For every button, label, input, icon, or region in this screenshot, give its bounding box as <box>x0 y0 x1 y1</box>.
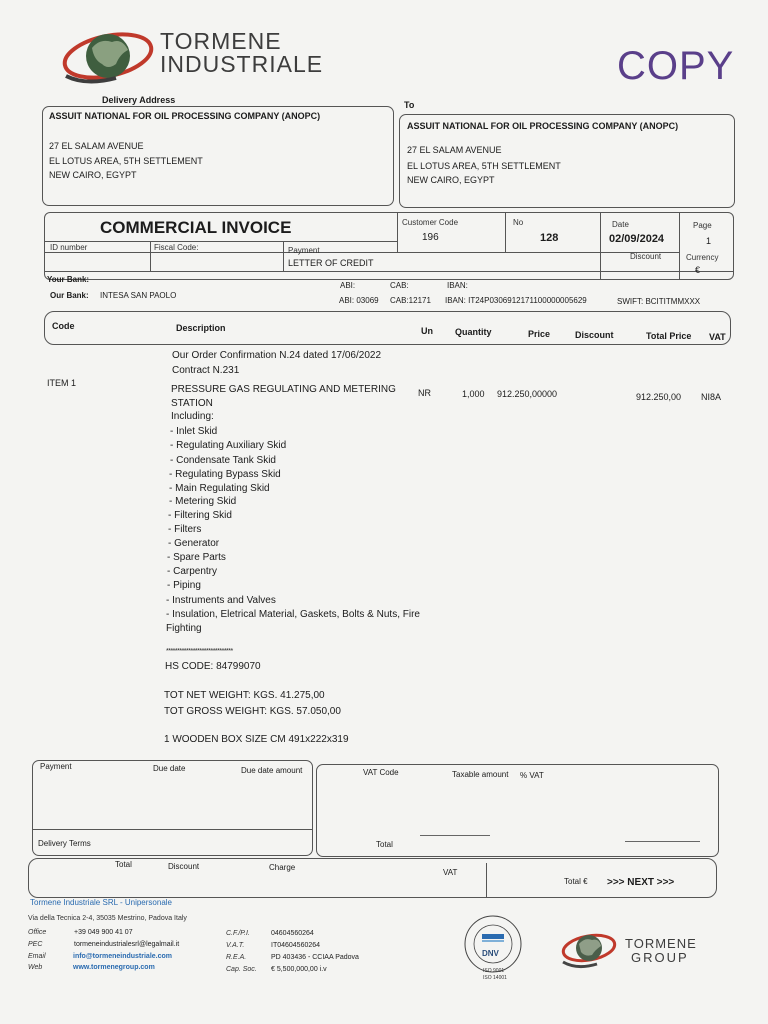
invoice-date-value: 02/09/2024 <box>609 233 665 245</box>
desc-line: - Generator <box>168 538 220 549</box>
to-address-box <box>399 114 735 208</box>
item-vat: NI8A <box>701 392 722 402</box>
payment-label: Payment <box>288 246 320 255</box>
dnv-certification-icon <box>452 914 534 974</box>
footer-office-label: Office <box>28 929 47 936</box>
desc-line: - Filtering Skid <box>168 510 232 521</box>
delivery-addr2: EL LOTUS AREA, 5TH SETTLEMENT <box>49 156 203 166</box>
footer-cap-label: Cap. Soc. <box>226 966 257 973</box>
footer-vat: IT04604560264 <box>271 942 321 949</box>
iso-9001: ISO 9001 <box>483 968 505 974</box>
footer-office: +39 049 900 41 07 <box>74 929 133 936</box>
totals-total-label: Total <box>115 860 132 869</box>
summary-due-amount-label: Due date amount <box>241 766 303 775</box>
company-name-line2: INDUSTRIALE <box>160 51 324 77</box>
desc-line: - Regulating Bypass Skid <box>169 469 281 480</box>
col-quantity: Quantity <box>455 327 492 337</box>
desc-line: TOT NET WEIGHT: KGS. 41.275,00 <box>164 690 325 701</box>
col-price: Price <box>528 329 551 339</box>
group-name-line2: GROUP <box>631 950 689 965</box>
page-label: Page <box>693 221 712 230</box>
swift-value: SWIFT: BCITITMMXXX <box>617 297 701 306</box>
to-name: ASSUIT NATIONAL FOR OIL PROCESSING COMPANY (ANOPC) <box>407 121 679 131</box>
desc-line: Including: <box>171 411 214 422</box>
company-logo-text <box>160 30 323 76</box>
footer-web-link[interactable]: www.tormenegroup.com <box>73 964 155 971</box>
footer-pec: tormeneindustrialesrl@legalmail.it <box>74 941 180 948</box>
summary-payment-label: Payment <box>40 762 72 771</box>
our-bank-value: INTESA SAN PAOLO <box>100 291 177 300</box>
delivery-addr3: NEW CAIRO, EGYPT <box>49 170 137 180</box>
our-bank-label: Our Bank: <box>50 291 89 300</box>
desc-line: Fighting <box>166 623 202 634</box>
item-columns-header <box>44 311 731 345</box>
currency-label: Currency <box>686 253 719 262</box>
page-value: 1 <box>706 236 712 246</box>
cab-value: CAB:12171 <box>390 296 431 305</box>
currency-value: € <box>695 265 701 275</box>
col-discount: Discount <box>575 330 614 340</box>
invoice-no-value: 128 <box>540 232 559 244</box>
desc-line: - Piping <box>167 580 201 591</box>
discount-label: Discount <box>630 252 662 261</box>
cab-label: CAB: <box>390 281 409 290</box>
desc-line: - Filters <box>168 524 202 535</box>
totals-charge-label: Charge <box>269 863 296 872</box>
to-title: To <box>404 100 415 110</box>
footer-rea-label: R.E.A. <box>226 954 247 961</box>
footer-cfpi: 04604560264 <box>271 930 314 937</box>
footer-address: Via della Tecnica 2-4, 35035 Mestrino, Padova Italy <box>28 915 187 922</box>
taxable-amount-label: Taxable amount <box>452 770 509 779</box>
item-un: NR <box>418 388 431 398</box>
footer-pec-label: PEC <box>28 941 43 948</box>
your-bank-label: Your Bank: <box>47 275 90 284</box>
col-total: Total Price <box>646 331 692 341</box>
iban-value: IBAN: IT24P0306912171100000005629 <box>445 296 587 305</box>
desc-line: TOT GROSS WEIGHT: KGS. 57.050,00 <box>164 706 341 717</box>
customer-code-value: 196 <box>422 232 439 243</box>
desc-line: Contract N.231 <box>172 365 240 376</box>
delivery-address-box <box>42 106 394 206</box>
company-name-line1: TORMENE <box>160 28 282 54</box>
totals-eur-label: Total € <box>564 877 588 886</box>
fiscal-code-label: Fiscal Code: <box>154 243 199 252</box>
to-addr2: EL LOTUS AREA, 5TH SETTLEMENT <box>407 161 561 171</box>
invoice-date-label: Date <box>612 220 629 229</box>
totals-vat-label: VAT <box>443 868 458 877</box>
tormene-group-logo <box>559 928 621 972</box>
item-quantity: 1,000 <box>462 389 485 399</box>
col-code: Code <box>52 321 75 331</box>
desc-separator: ****************************** <box>166 648 233 655</box>
delivery-address-title: Delivery Address <box>102 95 176 105</box>
desc-line: - Metering Skid <box>169 496 237 507</box>
col-description: Description <box>176 323 226 333</box>
desc-line: - Main Regulating Skid <box>169 483 270 494</box>
dnv-label: DNV <box>482 949 499 958</box>
item-price: 912.250,00000 <box>497 389 558 399</box>
item-total: 912.250,00 <box>636 392 682 402</box>
delivery-addr1: 27 EL SALAM AVENUE <box>49 141 144 151</box>
footer-cap: € 5,500,000,00 i.v <box>271 966 327 973</box>
invoice-title: COMMERCIAL INVOICE <box>100 218 292 237</box>
abi-label: ABI: <box>340 281 356 290</box>
iban-label: IBAN: <box>447 281 468 290</box>
footer-rea: PD 403436 - CCIAA Padova <box>271 954 359 961</box>
col-un: Un <box>421 326 433 336</box>
summary-due-date-label: Due date <box>153 764 186 773</box>
next-page-indicator: >>> NEXT >>> <box>607 877 675 888</box>
item-code: ITEM 1 <box>47 378 77 388</box>
desc-line: - Spare Parts <box>167 552 226 563</box>
to-addr1: 27 EL SALAM AVENUE <box>407 145 502 155</box>
vat-code-label: VAT Code <box>363 768 399 777</box>
delivery-name: ASSUIT NATIONAL FOR OIL PROCESSING COMPANY (ANOPC) <box>49 111 321 121</box>
desc-line: - Insulation, Eletrical Material, Gaskets, Bolts & Nuts, Fire <box>166 609 420 620</box>
footer-email-label: Email <box>28 953 46 960</box>
desc-line: Our Order Confirmation N.24 dated 17/06/2022 <box>172 350 382 361</box>
id-number-label: ID number <box>50 243 88 252</box>
desc-line: HS CODE: 84799070 <box>165 661 261 672</box>
desc-line: - Carpentry <box>167 566 218 577</box>
group-name-line1: TORMENE <box>625 936 697 951</box>
iso-14001: ISO 14001 <box>483 975 507 981</box>
footer-web-label: Web <box>28 964 43 971</box>
abi-value: ABI: 03069 <box>339 296 379 305</box>
footer-company: Tormene Industriale SRL - Unipersonale <box>30 898 172 907</box>
desc-line: - Instruments and Valves <box>166 595 276 606</box>
desc-line: - Regulating Auxiliary Skid <box>170 440 287 451</box>
summary-total-label: Total <box>376 840 393 849</box>
desc-line: - Inlet Skid <box>170 426 218 437</box>
delivery-terms-label: Delivery Terms <box>38 839 91 848</box>
copy-stamp: COPY <box>617 44 735 88</box>
desc-line: STATION <box>171 398 213 409</box>
footer-email-link[interactable]: info@tormeneindustriale.com <box>73 953 173 960</box>
desc-line: 1 WOODEN BOX SIZE CM 491x222x319 <box>164 734 349 745</box>
desc-line: - Condensate Tank Skid <box>170 455 276 466</box>
footer-cfpi-label: C.F./P.I. <box>226 930 250 937</box>
footer-vat-label: V.A.T. <box>226 942 245 949</box>
payment-value: LETTER OF CREDIT <box>288 258 374 268</box>
totals-discount-label: Discount <box>168 862 200 871</box>
customer-code-label: Customer Code <box>402 218 459 227</box>
col-vat: VAT <box>709 332 726 342</box>
pct-vat-label: % VAT <box>520 771 544 780</box>
to-addr3: NEW CAIRO, EGYPT <box>407 175 495 185</box>
tormene-globe-logo <box>56 24 164 90</box>
desc-line: PRESSURE GAS REGULATING AND METERING <box>171 384 396 395</box>
invoice-no-label: No <box>513 218 524 227</box>
